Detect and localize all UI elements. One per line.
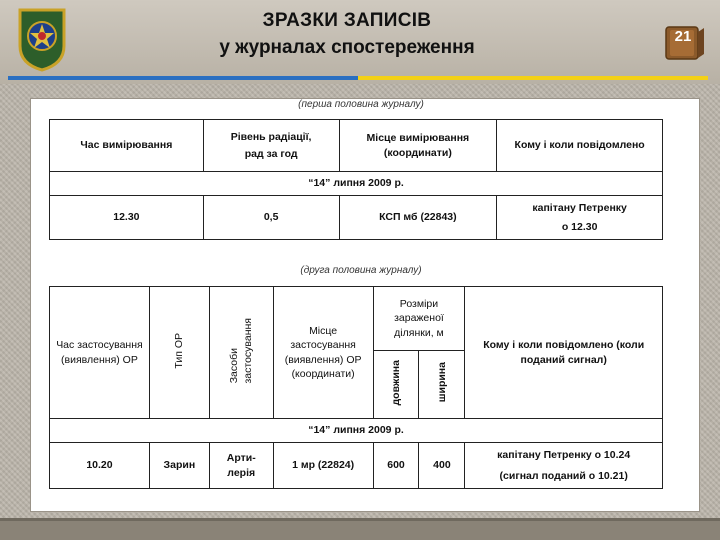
date-cell: “14” липня 2009 р.	[50, 172, 663, 196]
cell-time: 12.30	[50, 196, 204, 240]
header-means	[209, 287, 273, 419]
cell-whom-line2: о 12.30	[561, 220, 598, 233]
cell-apply-time: 10.20	[50, 443, 150, 489]
header-place-line1: Місце вимірювання	[366, 132, 470, 145]
table2-header-row	[50, 287, 663, 351]
title-line-2: у журналах спостереження	[219, 37, 475, 58]
header-means-line1: Засоби	[228, 347, 241, 384]
header-level-line1: Рівень радіації,	[230, 130, 312, 143]
title-line-1: ЗРАЗКИ ЗАПИСІВ	[262, 10, 432, 31]
page-number: 21	[674, 28, 692, 45]
header-width	[419, 351, 465, 419]
cell-signal-line2: (сигнал поданий о 10.21)	[499, 469, 628, 482]
table1-date-row	[50, 172, 663, 196]
slide-title	[182, 6, 512, 74]
date-cell: “14” липня 2009 р.	[50, 419, 663, 443]
slide-header	[0, 0, 720, 84]
cell-place: КСП мб (22843)	[339, 196, 497, 240]
table2-date-row	[50, 419, 663, 443]
header-length	[373, 351, 419, 419]
cell-level: 0,5	[203, 196, 339, 240]
table1-header-row	[50, 120, 663, 172]
military-emblem-icon	[14, 6, 70, 72]
cell-type: Зарин	[149, 443, 209, 489]
cell-apply-place: 1 мр (22824)	[273, 443, 373, 489]
cell-signal-line1: капітану Петренку о 10.24	[497, 449, 631, 462]
flag-stripe	[8, 76, 708, 80]
table-row	[50, 443, 663, 489]
header-level-line2: рад за год	[244, 148, 298, 160]
header-place-line2: (координати)	[383, 146, 452, 159]
header-whom: Кому і коли повідомлено	[497, 120, 663, 172]
table-first-half	[49, 119, 663, 240]
table1-caption: (перша половина журналу)	[298, 99, 424, 110]
cell-width: 400	[419, 443, 465, 489]
cell-means-line1: Арти-	[226, 452, 256, 465]
header-place	[339, 120, 497, 172]
content-panel	[30, 98, 700, 512]
cell-length: 600	[373, 443, 419, 489]
header-time: Час вимірювання	[50, 120, 204, 172]
header-means-line2: застосування	[242, 317, 255, 384]
cell-signal-whom	[465, 443, 663, 489]
header-apply-place: Місце застосування (виявлення) ОР (координати)	[273, 287, 373, 419]
header-width-text: ширина	[435, 362, 448, 403]
bottom-frame-decoration	[0, 518, 720, 540]
header-level	[203, 120, 339, 172]
header-signal-whom: Кому і коли повідомлено (коли поданий сигнал)	[465, 287, 663, 419]
header-type	[149, 287, 209, 419]
header-length-text: довжина	[389, 359, 402, 406]
header-size: Розміри зараженої ділянки, м	[373, 287, 465, 351]
table-row	[50, 196, 663, 240]
cell-means	[209, 443, 273, 489]
cell-whom-line1: капітану Петренку	[532, 202, 627, 215]
table-second-half	[49, 286, 663, 489]
cell-whom	[497, 196, 663, 240]
table2-caption: (друга половина журналу)	[300, 265, 422, 276]
header-type-text: Тип ОР	[173, 332, 186, 369]
header-apply-time: Час застосування (виявлення) ОР	[50, 287, 150, 419]
cell-means-line2: лерія	[227, 466, 256, 479]
